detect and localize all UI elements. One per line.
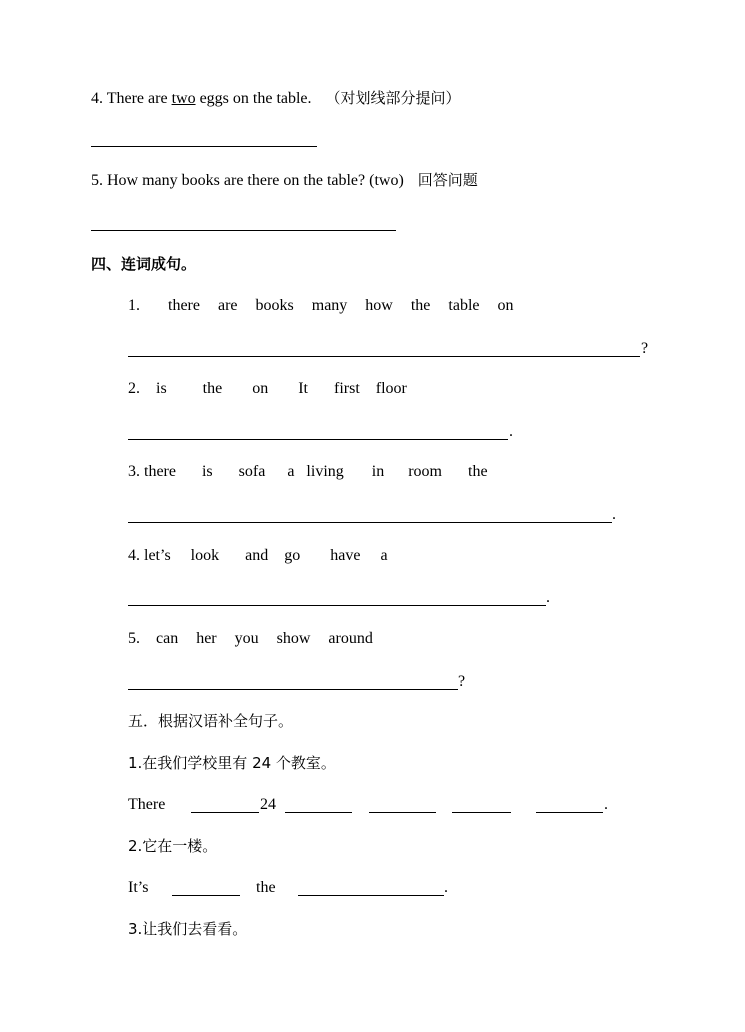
- q4-answer-line[interactable]: [91, 146, 317, 147]
- word: her: [196, 630, 217, 647]
- s5-item-2-blank-1[interactable]: [172, 895, 240, 896]
- question-5: [91, 170, 478, 191]
- s4-item-1-number: 1.: [128, 297, 140, 314]
- word: is: [201, 463, 213, 480]
- word: books: [255, 297, 294, 314]
- q5-answer-line[interactable]: [91, 230, 396, 231]
- s4-item-4: [128, 546, 388, 566]
- word: a: [380, 547, 388, 564]
- word: there: [168, 297, 200, 314]
- s5-item-1-end-mark: .: [604, 796, 608, 813]
- word: there: [144, 463, 176, 480]
- s4-item-1: [128, 296, 514, 316]
- s4-item-4-answer-line[interactable]: [128, 605, 546, 606]
- s5-item-3-prompt: 3.让我们去看看。: [128, 920, 248, 938]
- word: around: [328, 630, 373, 647]
- word: the: [410, 297, 431, 314]
- word: are: [217, 297, 238, 314]
- s4-item-3-number: 3.: [128, 463, 140, 480]
- word: have: [330, 547, 361, 564]
- q4-number: 4.: [91, 90, 103, 107]
- word: a: [287, 463, 295, 480]
- s4-item-4-number: 4.: [128, 547, 140, 564]
- word: you: [234, 630, 259, 647]
- q4-underlined-word: two: [171, 90, 196, 107]
- word: go: [284, 547, 301, 564]
- word: the: [202, 380, 223, 397]
- word: It: [298, 380, 308, 397]
- s5-item-2-start: It’s: [128, 879, 149, 896]
- s4-item-2-answer-line[interactable]: [128, 439, 508, 440]
- s4-item-1-end-mark: ?: [641, 340, 649, 357]
- s5-item-1-mid: 24: [260, 796, 276, 813]
- s5-item-2-end-mark: .: [444, 879, 448, 896]
- word: living: [306, 463, 344, 480]
- word: on: [252, 380, 269, 397]
- word: show: [276, 630, 311, 647]
- s5-item-2-blank-2[interactable]: [298, 895, 444, 896]
- s4-item-2-end-mark: .: [509, 423, 513, 440]
- word: table: [448, 297, 480, 314]
- q5-hint: 回答问题: [417, 171, 478, 189]
- word: in: [371, 463, 385, 480]
- s4-item-4-end-mark: .: [546, 589, 550, 606]
- s4-item-3: [128, 462, 488, 482]
- s4-item-2: [128, 379, 407, 399]
- word: and: [245, 547, 269, 564]
- word: how: [365, 297, 393, 314]
- word: room: [408, 463, 442, 480]
- s4-item-5-answer-line[interactable]: [128, 689, 458, 690]
- s4-item-2-number: 2.: [128, 380, 140, 397]
- s5-item-1-blank-5[interactable]: [536, 812, 603, 813]
- s4-item-5-end-mark: ?: [458, 673, 466, 690]
- s5-item-1-start: There: [128, 796, 166, 813]
- word: look: [190, 547, 220, 564]
- q5-text: 5. How many books are there on the table? (two): [91, 172, 404, 189]
- section-5-title: 五．根据汉语补全句子。: [128, 712, 294, 730]
- s4-item-1-answer-line[interactable]: [128, 356, 640, 357]
- s5-item-2-mid: the: [256, 879, 276, 896]
- question-4: [91, 88, 461, 109]
- word: first: [334, 380, 360, 397]
- s4-item-3-end-mark: .: [612, 506, 616, 523]
- section-4-title: 四、连词成句。: [91, 255, 197, 273]
- word: is: [156, 380, 167, 397]
- s5-item-1-blank-3[interactable]: [369, 812, 436, 813]
- word: sofa: [238, 463, 266, 480]
- s5-item-2-prompt: 2.它在一楼。: [128, 837, 218, 855]
- s4-item-3-answer-line[interactable]: [128, 522, 612, 523]
- s5-item-1-blank-2[interactable]: [285, 812, 352, 813]
- word: on: [497, 297, 514, 314]
- word: floor: [375, 380, 407, 397]
- word: let’s: [144, 547, 171, 564]
- s5-item-1-blank-1[interactable]: [191, 812, 259, 813]
- word: can: [156, 630, 179, 647]
- word: many: [311, 297, 348, 314]
- s5-item-1-prompt: 1.在我们学校里有 24 个教室。: [128, 754, 336, 772]
- s4-item-5-number: 5.: [128, 630, 140, 647]
- s5-item-1-blank-4[interactable]: [452, 812, 511, 813]
- q4-hint: （对划线部分提问）: [325, 89, 461, 107]
- word: the: [468, 463, 488, 480]
- s4-item-5: [128, 629, 373, 649]
- q4-text-pre: There are: [106, 90, 168, 107]
- q4-text-post: eggs on the table.: [199, 90, 312, 107]
